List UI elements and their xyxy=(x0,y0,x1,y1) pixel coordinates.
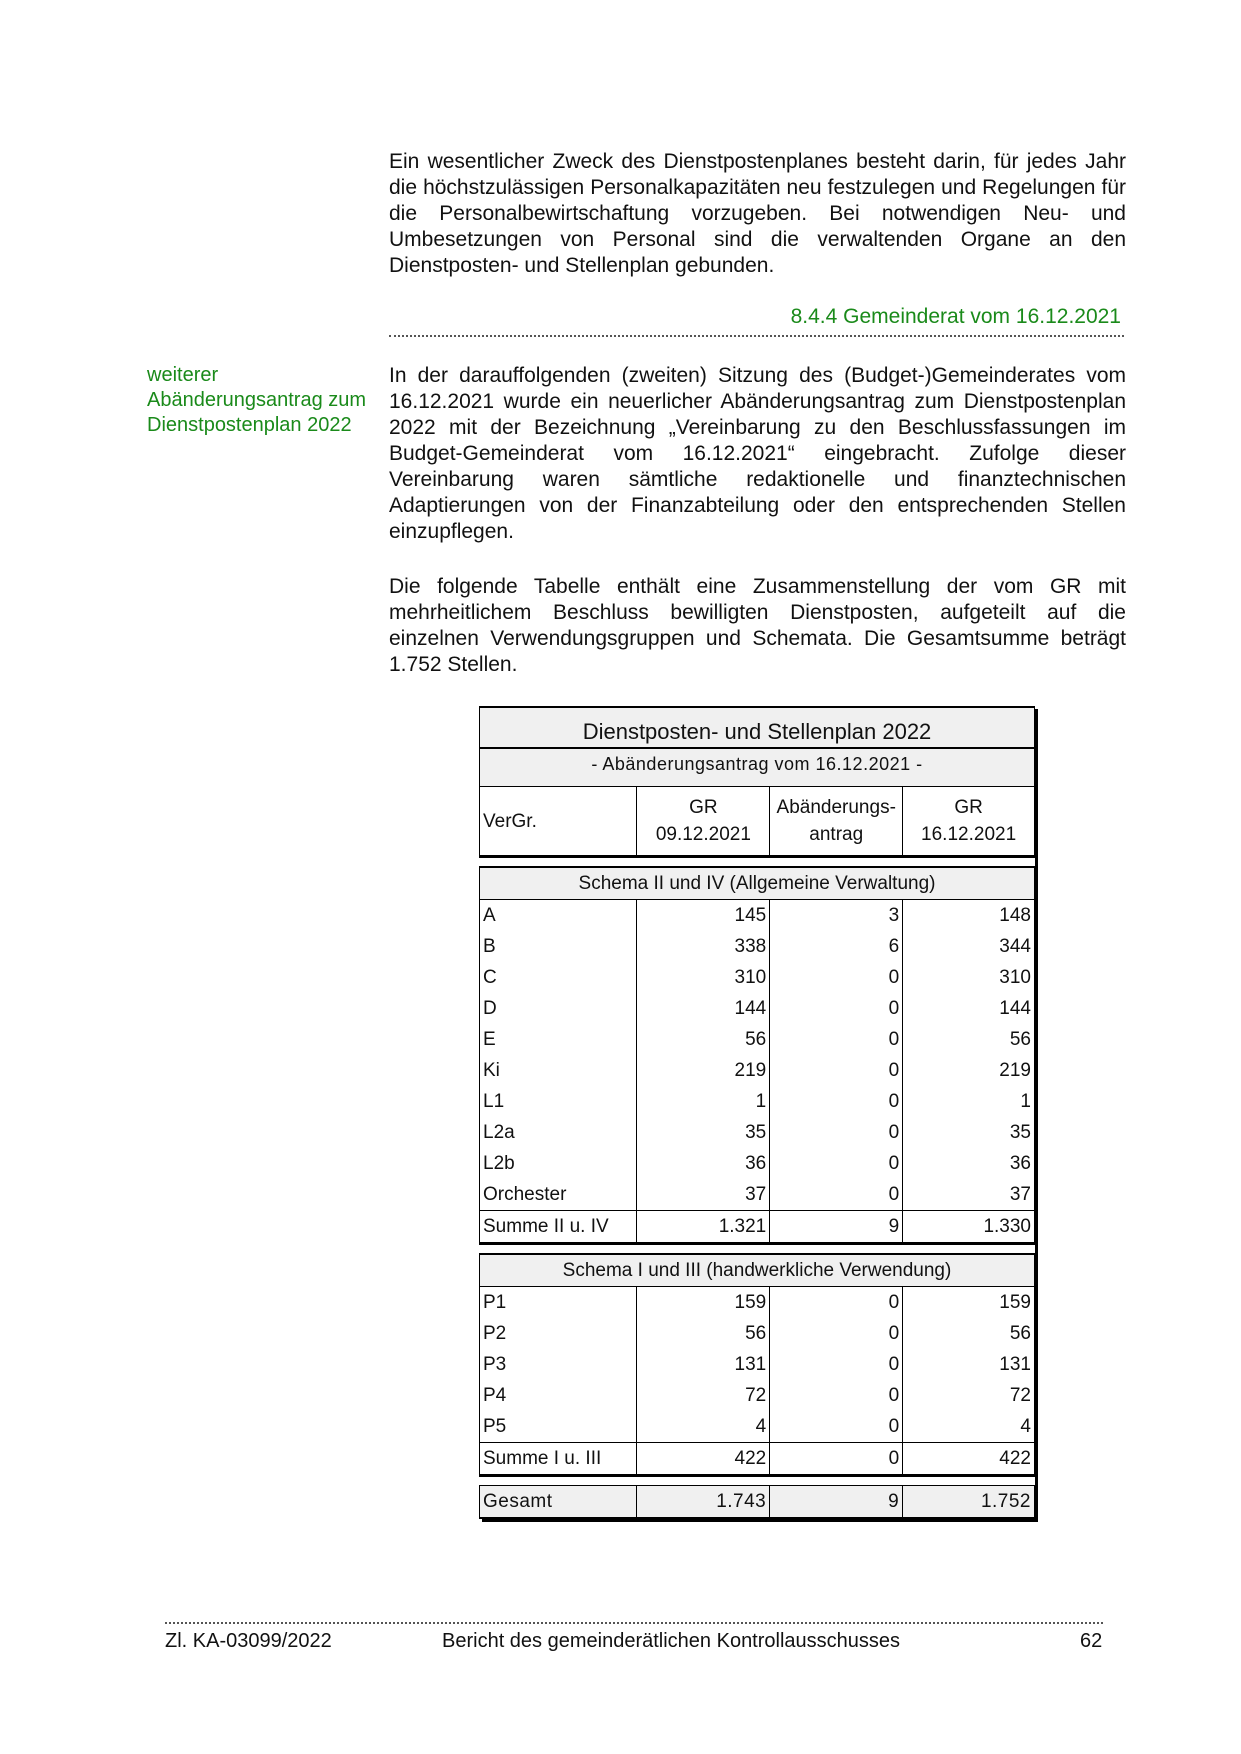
cell-value: 131 xyxy=(903,1349,1035,1380)
footer-title: Bericht des gemeinderätlichen Kontrollausschusses xyxy=(442,1630,901,1652)
table-row xyxy=(480,931,1035,962)
cell-value: 0 xyxy=(770,1443,903,1476)
cell-value: 72 xyxy=(903,1380,1035,1411)
cell-value: 0 xyxy=(770,1024,903,1055)
cell-label: D xyxy=(480,993,637,1024)
schema-header-row xyxy=(480,1254,1035,1287)
cell-label: P4 xyxy=(480,1380,637,1411)
cell-label: Summe I u. III xyxy=(480,1443,637,1476)
cell-label: P3 xyxy=(480,1349,637,1380)
cell-value: 1.743 xyxy=(637,1486,770,1519)
cell-value: 310 xyxy=(903,962,1035,993)
cell-value: 6 xyxy=(770,931,903,962)
total-row xyxy=(480,1486,1035,1519)
paragraph-amendment: In der darauffolgenden (zweiten) Sitzung des (Budget-)Gemeinderates vom 16.12.2021 wurde ein neuerlicher Abänderungsantrag zum Dienstpostenplan 2022 mit der Bezeichnung „Vereinbarung zu den Beschlussfassungen im Budget-Gemeinderat vom 16.12.2021“ eingebracht. Zufolge dieser Vereinbarung waren sämtliche redaktionelle und finanztechnischen Adaptierungen von der Finanzabteilung oder den entsprechenden Stellen einzupflegen. xyxy=(389,364,1126,543)
cell-value: 145 xyxy=(637,900,770,932)
spacer-row xyxy=(480,1476,1035,1486)
cell-value: 9 xyxy=(770,1486,903,1519)
paragraph-intro: Ein wesentlicher Zweck des Dienstpostenplanes besteht darin, für jedes Jahr die höchstzulässigen Personalkapazitäten neu festzulegen und Regelungen für die Personalbewirtschaftung vorzugeben. Bei notwendigen Neu- und Umbesetzungen von Personal sind die verwaltenden Organe an den Dienstposten- und Stellenplan gebunden. xyxy=(389,150,1126,277)
cell-value: 0 xyxy=(770,1179,903,1211)
cell-value: 0 xyxy=(770,1380,903,1411)
cell-value: 310 xyxy=(637,962,770,993)
cell-label: P2 xyxy=(480,1318,637,1349)
cell-value: 159 xyxy=(637,1287,770,1319)
cell-value: 0 xyxy=(770,1148,903,1179)
footer-reference: Zl. KA-03099/2022 xyxy=(165,1630,332,1652)
cell-value: 0 xyxy=(770,1318,903,1349)
cell-value: 56 xyxy=(903,1024,1035,1055)
table-row xyxy=(480,1024,1035,1055)
cell-value: 0 xyxy=(770,1349,903,1380)
cell-value: 56 xyxy=(637,1318,770,1349)
cell-value: 4 xyxy=(637,1411,770,1443)
heading-divider xyxy=(389,335,1124,337)
cell-value: 131 xyxy=(637,1349,770,1380)
cell-value: 1.330 xyxy=(903,1211,1035,1244)
table-row xyxy=(480,1179,1035,1211)
cell-value: GR 09.12.2021 xyxy=(637,787,770,857)
cell-value: 3 xyxy=(770,900,903,932)
staff-plan-table xyxy=(479,706,1035,1519)
cell-value: 0 xyxy=(770,1287,903,1319)
cell-value: 37 xyxy=(637,1179,770,1211)
cell-value: 344 xyxy=(903,931,1035,962)
schema-header-row xyxy=(480,867,1035,900)
cell-label: L2b xyxy=(480,1148,637,1179)
table-row xyxy=(480,1117,1035,1148)
cell-value: 422 xyxy=(903,1443,1035,1476)
table-row xyxy=(480,1055,1035,1086)
cell-value: 0 xyxy=(770,1055,903,1086)
table-row xyxy=(480,1411,1035,1443)
cell-value: 1.321 xyxy=(637,1211,770,1244)
cell-value: GR 16.12.2021 xyxy=(903,787,1035,857)
cell-value: 37 xyxy=(903,1179,1035,1211)
cell-value: 9 xyxy=(770,1211,903,1244)
cell-label: L2a xyxy=(480,1117,637,1148)
cell-value: Abänderungs- antrag xyxy=(770,787,903,857)
cell-value: 159 xyxy=(903,1287,1035,1319)
subtotal-row xyxy=(480,1443,1035,1476)
cell-value: 0 xyxy=(770,962,903,993)
table-row xyxy=(480,1349,1035,1380)
table-row xyxy=(480,900,1035,932)
cell-value: 148 xyxy=(903,900,1035,932)
spacer-row xyxy=(480,857,1035,868)
cell-value: 56 xyxy=(903,1318,1035,1349)
cell-value: 1.752 xyxy=(903,1486,1035,1519)
schema-title: Schema II und IV (Allgemeine Verwaltung) xyxy=(480,867,1035,900)
table-row xyxy=(480,1380,1035,1411)
section-heading: 8.4.4 Gemeinderat vom 16.12.2021 xyxy=(790,305,1121,328)
paragraph-table-intro: Die folgende Tabelle enthält eine Zusammenstellung der vom GR mit mehrheitlichem Beschluss bewilligten Dienstposten, aufgeteilt auf die einzelnen Verwendungsgruppen und Schemata. Die Gesamtsumme beträgt 1.752 Stellen. xyxy=(389,575,1126,676)
header-row xyxy=(480,787,1035,857)
cell-value: 0 xyxy=(770,1117,903,1148)
table-row xyxy=(480,1148,1035,1179)
cell-value: 0 xyxy=(770,1411,903,1443)
cell-label: Summe II u. IV xyxy=(480,1211,637,1244)
margin-note: weiterer Abänderungsantrag zum Dienstpostenplan 2022 xyxy=(147,364,367,436)
cell-label: Ki xyxy=(480,1055,637,1086)
cell-label: E xyxy=(480,1024,637,1055)
cell-value: 0 xyxy=(770,993,903,1024)
page-number: 62 xyxy=(1080,1630,1103,1652)
cell-value: 144 xyxy=(903,993,1035,1024)
table-row xyxy=(480,1086,1035,1117)
table-row xyxy=(480,1287,1035,1319)
cell-value: 422 xyxy=(637,1443,770,1476)
cell-value: 144 xyxy=(637,993,770,1024)
cell-value: 219 xyxy=(637,1055,770,1086)
table-row xyxy=(480,962,1035,993)
cell-label: L1 xyxy=(480,1086,637,1117)
table-row xyxy=(480,993,1035,1024)
cell-value: 219 xyxy=(903,1055,1035,1086)
table-row xyxy=(480,1318,1035,1349)
subtotal-row xyxy=(480,1211,1035,1244)
cell-value: 338 xyxy=(637,931,770,962)
footer-divider xyxy=(165,1622,1103,1624)
cell-value: 1 xyxy=(637,1086,770,1117)
schema-title: Schema I und III (handwerkliche Verwendung) xyxy=(480,1254,1035,1287)
cell-label: VerGr. xyxy=(480,787,637,857)
cell-value: 1 xyxy=(903,1086,1035,1117)
cell-value: 4 xyxy=(903,1411,1035,1443)
cell-value: 35 xyxy=(903,1117,1035,1148)
spacer-row xyxy=(480,1244,1035,1255)
cell-value: 36 xyxy=(637,1148,770,1179)
cell-value: 56 xyxy=(637,1024,770,1055)
cell-value: 0 xyxy=(770,1086,903,1117)
cell-label: A xyxy=(480,900,637,932)
cell-label: C xyxy=(480,962,637,993)
cell-label: P5 xyxy=(480,1411,637,1443)
cell-label: P1 xyxy=(480,1287,637,1319)
cell-value: 36 xyxy=(903,1148,1035,1179)
table-title: Dienstposten- und Stellenplan 2022 xyxy=(480,707,1035,748)
cell-value: 35 xyxy=(637,1117,770,1148)
cell-label: Gesamt xyxy=(480,1486,637,1519)
table-subtitle: - Abänderungsantrag vom 16.12.2021 - xyxy=(480,748,1035,787)
cell-label: B xyxy=(480,931,637,962)
cell-label: Orchester xyxy=(480,1179,637,1211)
cell-value: 72 xyxy=(637,1380,770,1411)
